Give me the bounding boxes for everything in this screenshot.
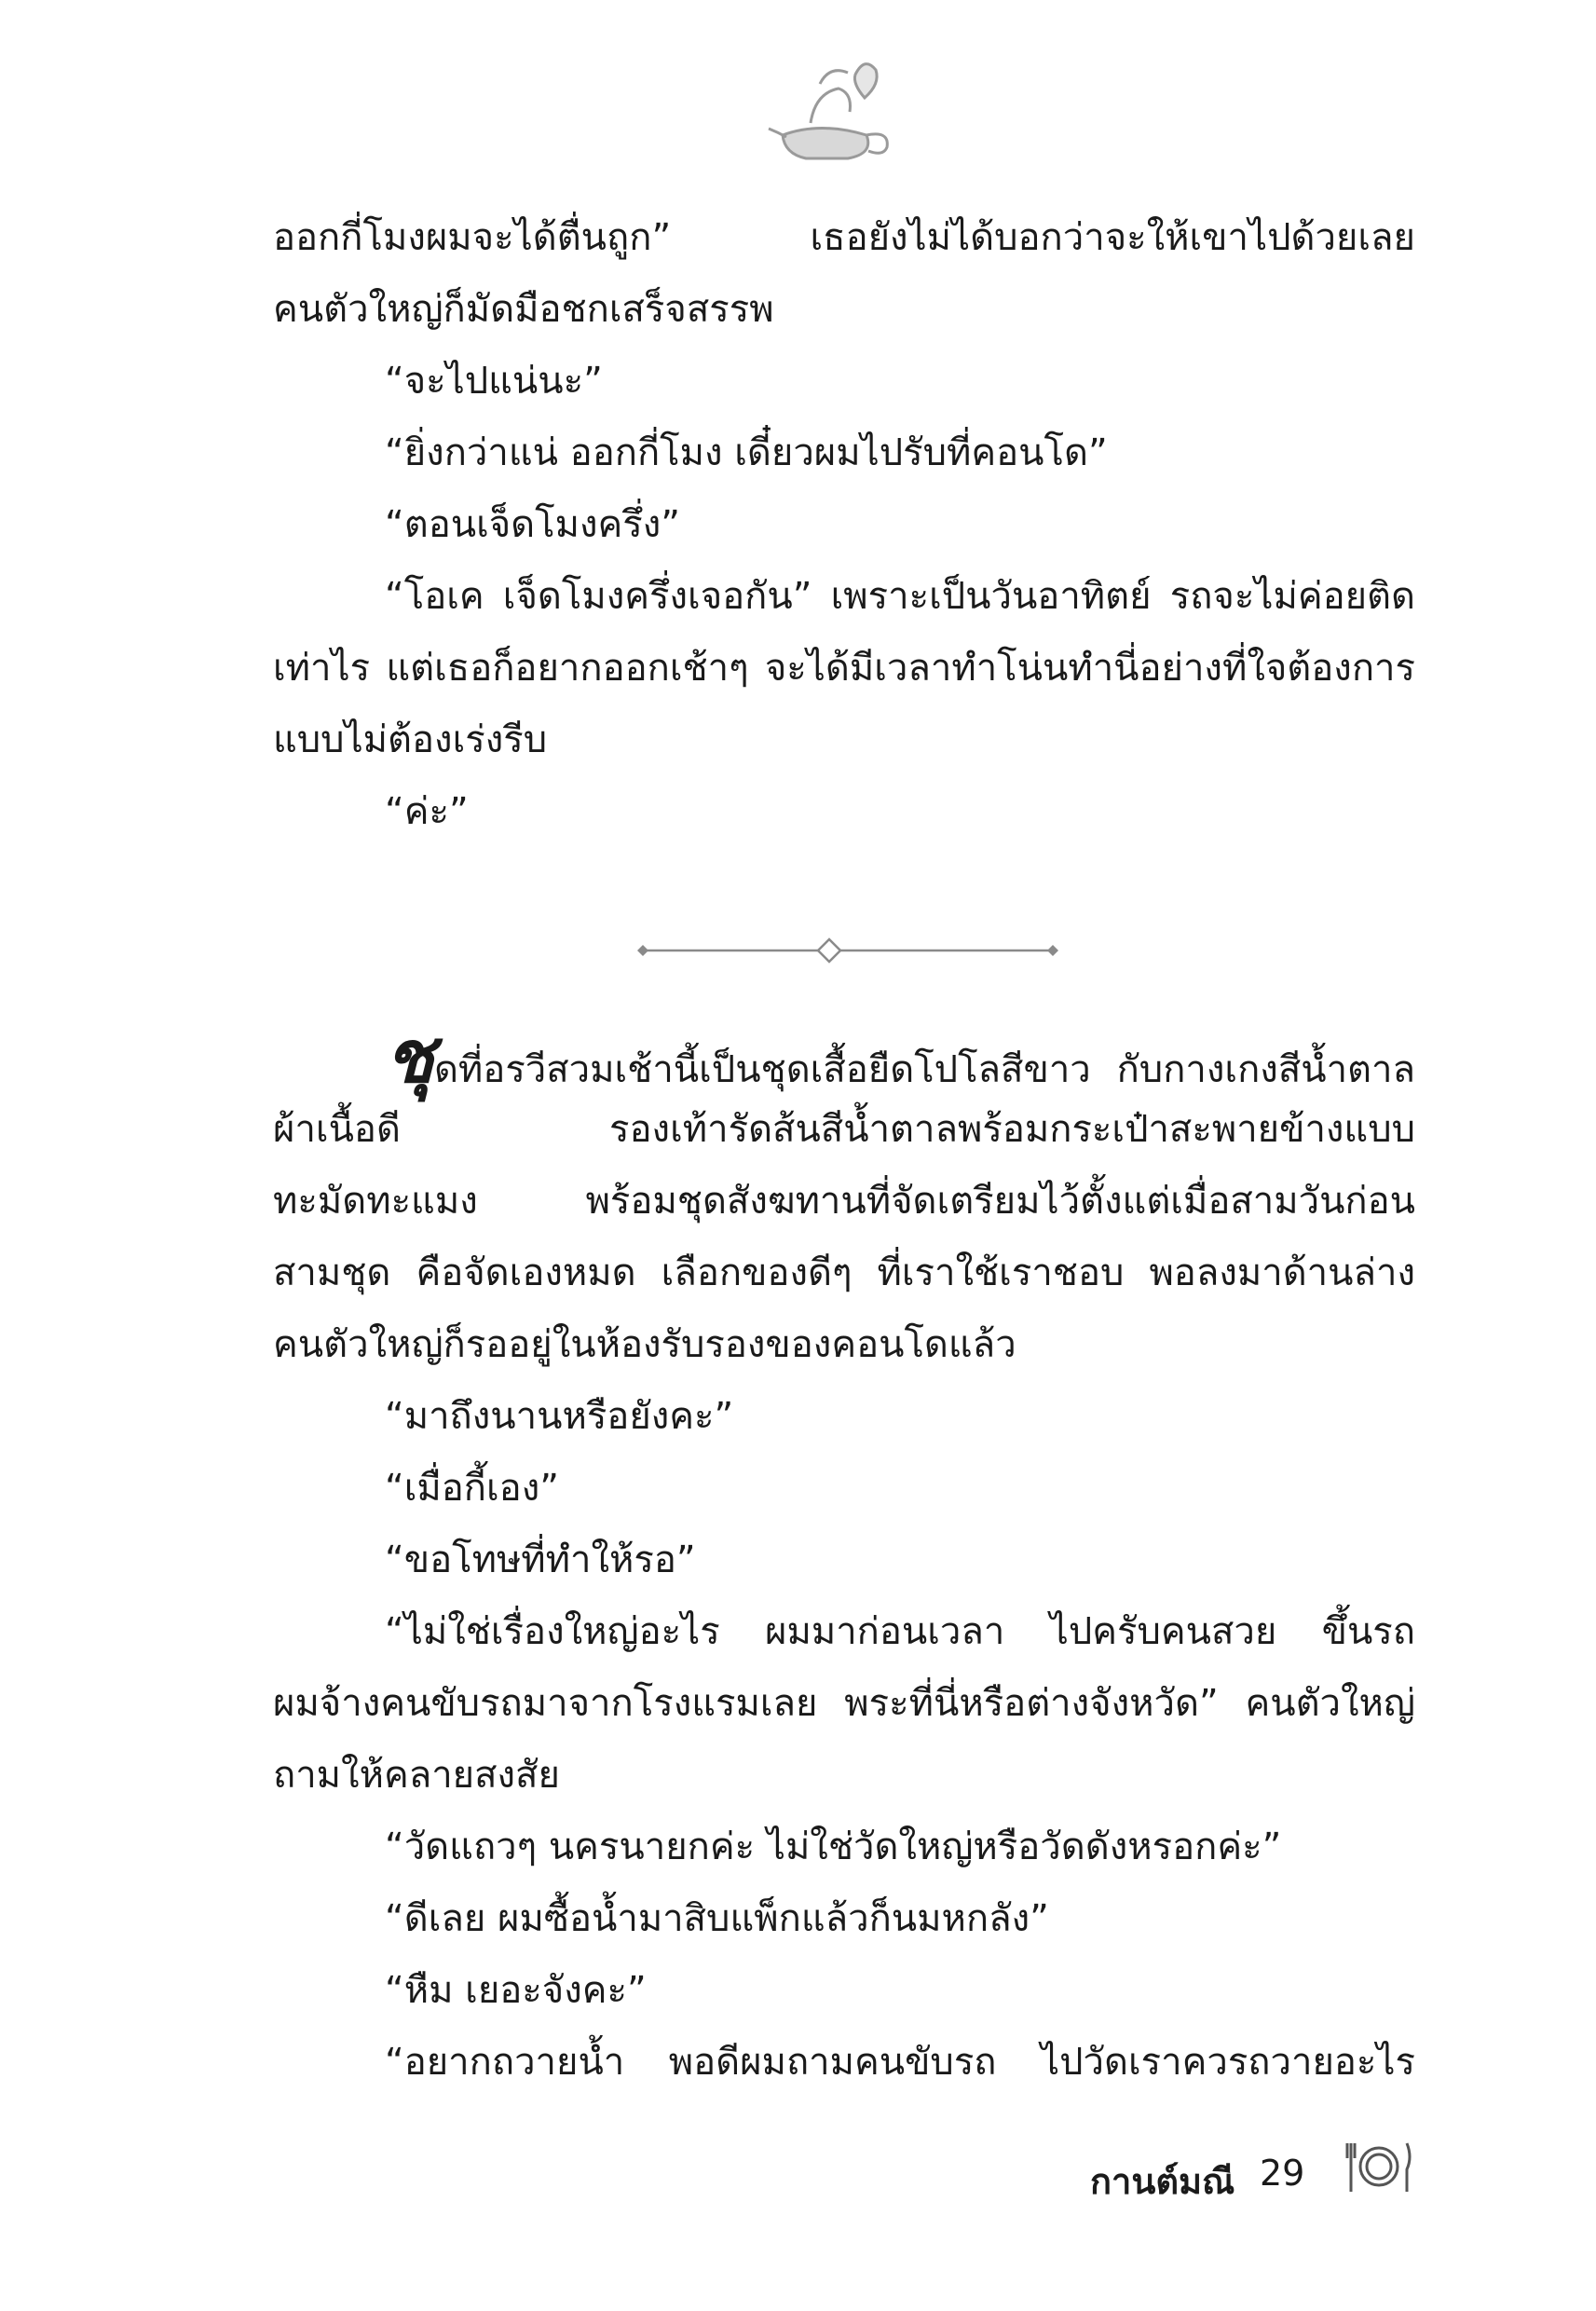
paragraph-line: ผ้าเนื้อดี รองเท้ารัดส้นสีน้ำตาลพร้อมกระเป๋าสะพายข้างแบบ [273,1108,1415,1151]
dialogue-line: “ตอนเจ็ดโมงครึ่ง” [385,503,681,546]
paragraph-line: ทะมัดทะแมง พร้อมชุดสังฆทานที่จัดเตรียมไว้ตั้งแต่เมื่อสามวันก่อน [273,1180,1415,1223]
paragraph-line: คนตัวใหญ่ก็รออยู่ในห้องรับรองของคอนโดแล้ว [273,1323,1016,1366]
paragraph-line-first [385,1015,1415,1100]
paragraph-line: เท่าไร แต่เธอก็อยากออกเช้าๆ จะได้มีเวลาทำโน่นทำนี่อย่างที่ใจต้องการ [273,647,1415,690]
teapot-ornament-icon [764,47,904,168]
dialogue-line: “ค่ะ” [385,790,469,833]
dialogue-line: “ขอโทษที่ทำให้รอ” [385,1538,696,1581]
drop-cap: ชุ [385,1015,434,1100]
paragraph-line: ผมจ้างคนขับรถมาจากโรงแรมเลย พระที่นี่หรือต่างจังหวัด” คนตัวใหญ่ [273,1682,1415,1725]
dialogue-line: “ดีเลย ผมซื้อน้ำมาสิบแพ็กแล้วก็นมหกลัง” [385,1897,1049,1940]
dialogue-line: “ไม่ใช่เรื่องใหญ่อะไร ผมมาก่อนเวลา ไปครับคนสวย ขึ้นรถ [385,1610,1415,1653]
dialogue-line: “โอเค เจ็ดโมงครึ่งเจอกัน” เพราะเป็นวันอาทิตย์ รถจะไม่ค่อยติด [385,575,1415,618]
paragraph-line: ถามให้คลายสงสัย [273,1754,560,1797]
paragraph-line: สามชุด คือจัดเองหมด เลือกของดีๆ ที่เราใช้เราชอบ พอลงมาด้านล่าง [273,1251,1415,1294]
dialogue-line: “จะไปแน่นะ” [385,360,603,403]
paragraph-line: ออกกี่โมงผมจะได้ตื่นถูก” เธอยังไม่ได้บอกว่าจะให้เขาไปด้วยเลย [273,216,1415,259]
dialogue-line: “อยากถวายน้ำ พอดีผมถามคนขับรถ ไปวัดเราควรถวายอะไร [385,2041,1415,2084]
page-number: 29 [1260,2153,1305,2194]
paragraph-first-rest: ดที่อรวีสวมเช้านี้เป็นชุดเสื้อยืดโปโลสีขาว กับกางเกงสีน้ำตาล [433,1048,1415,1091]
dialogue-line: “เมื่อกี้เอง” [385,1467,559,1510]
diamond-divider-icon [634,932,1062,969]
paragraph-line: คนตัวใหญ่ก็มัดมือชกเสร็จสรรพ [273,288,774,331]
plate-cutlery-icon [1342,2134,1416,2199]
dialogue-line: “หืม เยอะจังคะ” [385,1969,647,2012]
dialogue-line: “ยิ่งกว่าแน่ ออกกี่โมง เดี๋ยวผมไปรับที่คอนโด” [385,431,1108,474]
dialogue-line: “วัดแถวๆ นครนายกค่ะ ไม่ใช่วัดใหญ่หรือวัดดังหรอกค่ะ” [385,1826,1282,1868]
paragraph-line: แบบไม่ต้องเร่งรีบ [273,718,548,761]
book-title: กานต์มณี [1090,2161,1235,2202]
dialogue-line: “มาถึงนานหรือยังคะ” [385,1395,734,1438]
